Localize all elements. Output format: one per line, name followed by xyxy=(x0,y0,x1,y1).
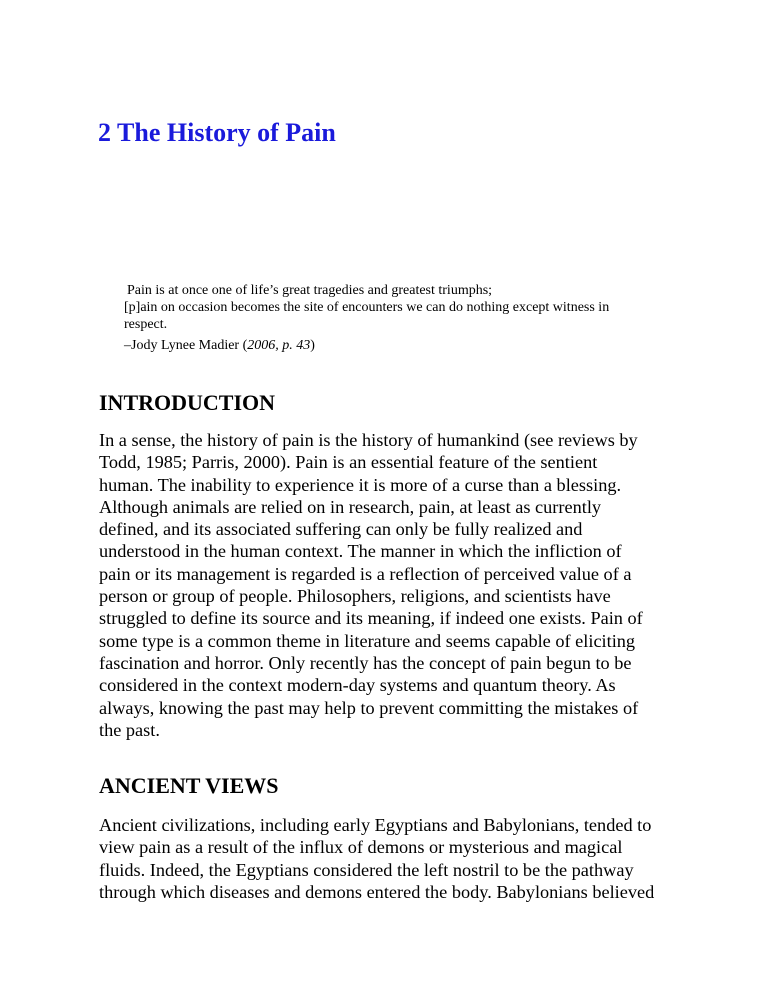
text-line: Todd, 1985; Parris, 2000). Pain is an essential feature of the sentient xyxy=(99,452,598,473)
introduction-paragraph xyxy=(99,429,679,741)
text-line: struggled to define its source and its meaning, if indeed one exists. Pain of xyxy=(99,608,643,629)
text-line: fluids. Indeed, the Egyptians considered the left nostril to be the pathway xyxy=(99,859,634,880)
text-line: always, knowing the past may help to prevent committing the mistakes of xyxy=(99,697,639,718)
epigraph-attribution xyxy=(124,337,654,354)
epigraph xyxy=(124,282,654,354)
epigraph-line: respect. xyxy=(124,317,168,332)
text-line: person or group of people. Philosophers, religions, and scientists have xyxy=(99,586,611,607)
text-line: the past. xyxy=(99,719,160,740)
text-line: human. The inability to experience it is more of a curse than a blessing. xyxy=(99,474,622,495)
section-heading-introduction: INTRODUCTION xyxy=(99,390,276,415)
attribution-author: –Jody Lynee Madier ( xyxy=(124,338,248,353)
attribution-close: ) xyxy=(310,338,315,353)
text-line: pain or its management is regarded is a reflection of perceived value of a xyxy=(99,563,632,584)
text-line: Although animals are relied on in research, pain, at least as currently xyxy=(99,496,602,517)
text-line: understood in the human context. The manner in which the infliction of xyxy=(99,541,622,562)
text-line: considered in the context modern-day systems and quantum theory. As xyxy=(99,675,616,696)
text-line: Ancient civilizations, including early Egyptians and Babylonians, tended to xyxy=(99,815,652,835)
chapter-title: 2 The History of Pain xyxy=(98,118,336,147)
text-line: through which diseases and demons entered the body. Babylonians believed xyxy=(99,881,655,902)
section-heading-ancient-views: ANCIENT VIEWS xyxy=(99,773,279,798)
text-line: fascination and horror. Only recently has the concept of pain begun to be xyxy=(99,652,632,673)
text-line: defined, and its associated suffering can only be fully realized and xyxy=(99,519,583,540)
text-line: view pain as a result of the influx of demons or mysterious and magical xyxy=(99,837,623,858)
attribution-citation: 2006, p. 43 xyxy=(247,338,311,353)
text-line: In a sense, the history of pain is the history of humankind (see reviews by xyxy=(99,430,638,450)
text-line: some type is a common theme in literature and seems capable of eliciting xyxy=(99,630,636,651)
epigraph-line: [p]ain on occasion becomes the site of encounters we can do nothing except witness in xyxy=(124,300,610,315)
epigraph-line: Pain is at once one of life’s great tragedies and greatest triumphs; xyxy=(127,283,493,298)
ancient-views-paragraph xyxy=(99,814,679,903)
